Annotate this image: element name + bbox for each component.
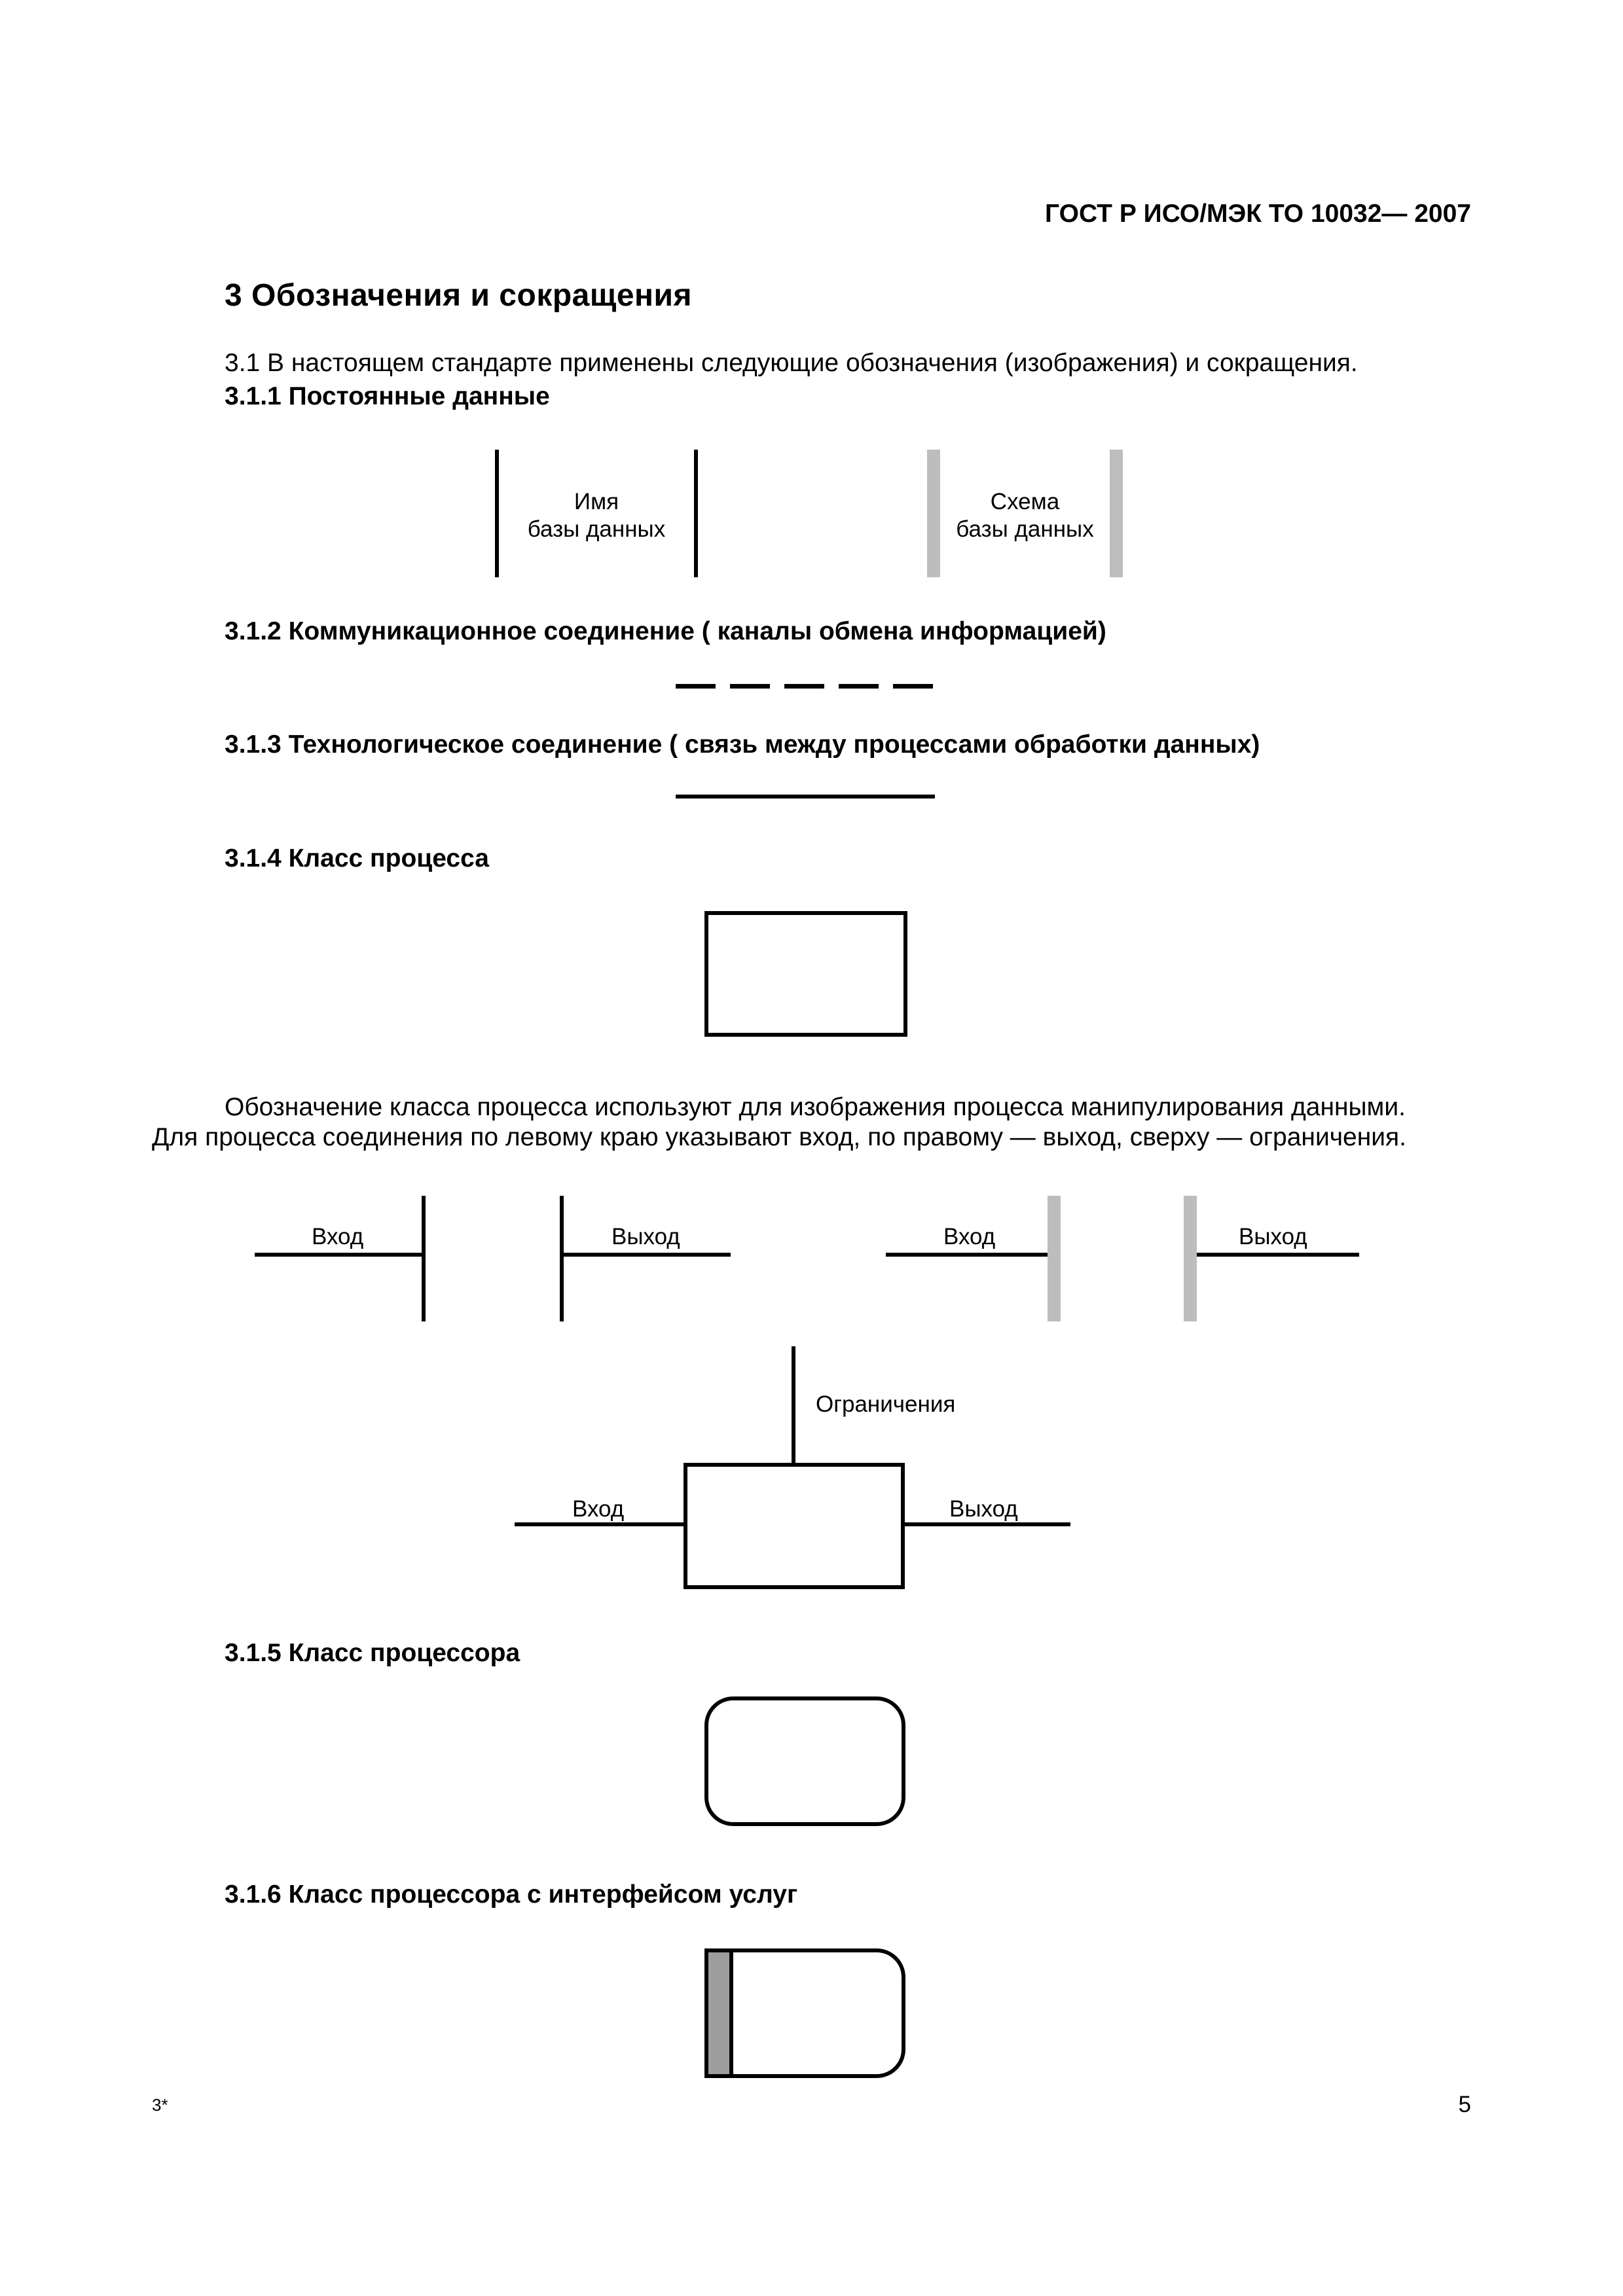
document-code-header: ГОСТ Р ИСО/МЭК ТО 10032— 2007 (1045, 200, 1471, 228)
subsection-title-3-1-1: 3.1.1 Постоянные данные (225, 382, 550, 410)
db-name-label (499, 488, 694, 543)
output-label: Выход (1239, 1224, 1307, 1249)
section-title: 3 Обозначения и сокращения (225, 278, 693, 313)
db-name-line-1: Имя (574, 489, 619, 514)
output-label: Выход (949, 1496, 1018, 1522)
dash-segment (893, 684, 933, 689)
schema-right-bar (1110, 450, 1123, 577)
input-label: Вход (943, 1224, 996, 1249)
processor-class-box (704, 1696, 905, 1826)
footer-sheet-mark: 3* (152, 2095, 168, 2115)
db-schema-label (940, 488, 1110, 543)
db-schema-line-2: базы данных (956, 516, 1094, 542)
output-line (1197, 1253, 1359, 1257)
dash-segment (784, 684, 824, 689)
output-bar (1184, 1196, 1197, 1321)
db-name-line-2: базы данных (527, 516, 666, 542)
processor-interface-box (704, 1948, 905, 2078)
output-label: Выход (611, 1224, 680, 1249)
input-label: Вход (312, 1224, 364, 1249)
solid-connection-line (676, 795, 935, 798)
subsection-title-3-1-6: 3.1.6 Класс процессора с интерфейсом услуг (225, 1880, 798, 1909)
paragraph-line-1: Обозначение класса процесса используют для изображения процесса манипулирования данными. (225, 1093, 1406, 1121)
process-class-box (704, 911, 907, 1037)
subsection-title-3-1-2: 3.1.2 Коммуникационное соединение ( каналы обмена информацией) (225, 617, 1106, 645)
dash-segment (839, 684, 879, 689)
input-bar (1048, 1196, 1061, 1321)
input-line (515, 1522, 685, 1526)
page-number: 5 (1458, 2092, 1471, 2117)
db-right-bar (694, 450, 698, 577)
dash-segment (676, 684, 716, 689)
input-line (886, 1253, 1048, 1257)
constraints-label: Ограничения (816, 1391, 956, 1417)
output-line (903, 1522, 1070, 1526)
service-interface-bar (708, 1952, 733, 2074)
schema-left-bar (927, 450, 940, 577)
subsection-title-3-1-4: 3.1.4 Класс процесса (225, 844, 489, 872)
constraints-line (792, 1346, 795, 1464)
subsection-title-3-1-5: 3.1.5 Класс процессора (225, 1639, 520, 1667)
dash-segment (730, 684, 770, 689)
section-intro: 3.1 В настоящем стандарте применены следующие обозначения (изображения) и сокращения. (225, 349, 1358, 377)
paragraph-line-2: Для процесса соединения по левому краю указывают вход, по правому — выход, сверху — ограничения. (152, 1123, 1407, 1151)
output-bar (560, 1196, 564, 1321)
input-bar (422, 1196, 426, 1321)
input-line (255, 1253, 424, 1257)
subsection-title-3-1-3: 3.1.3 Технологическое соединение ( связь между процессами обработки данных) (225, 730, 1260, 759)
output-line (562, 1253, 731, 1257)
process-box (684, 1463, 905, 1589)
input-label: Вход (572, 1496, 625, 1522)
db-schema-line-1: Схема (990, 489, 1060, 514)
